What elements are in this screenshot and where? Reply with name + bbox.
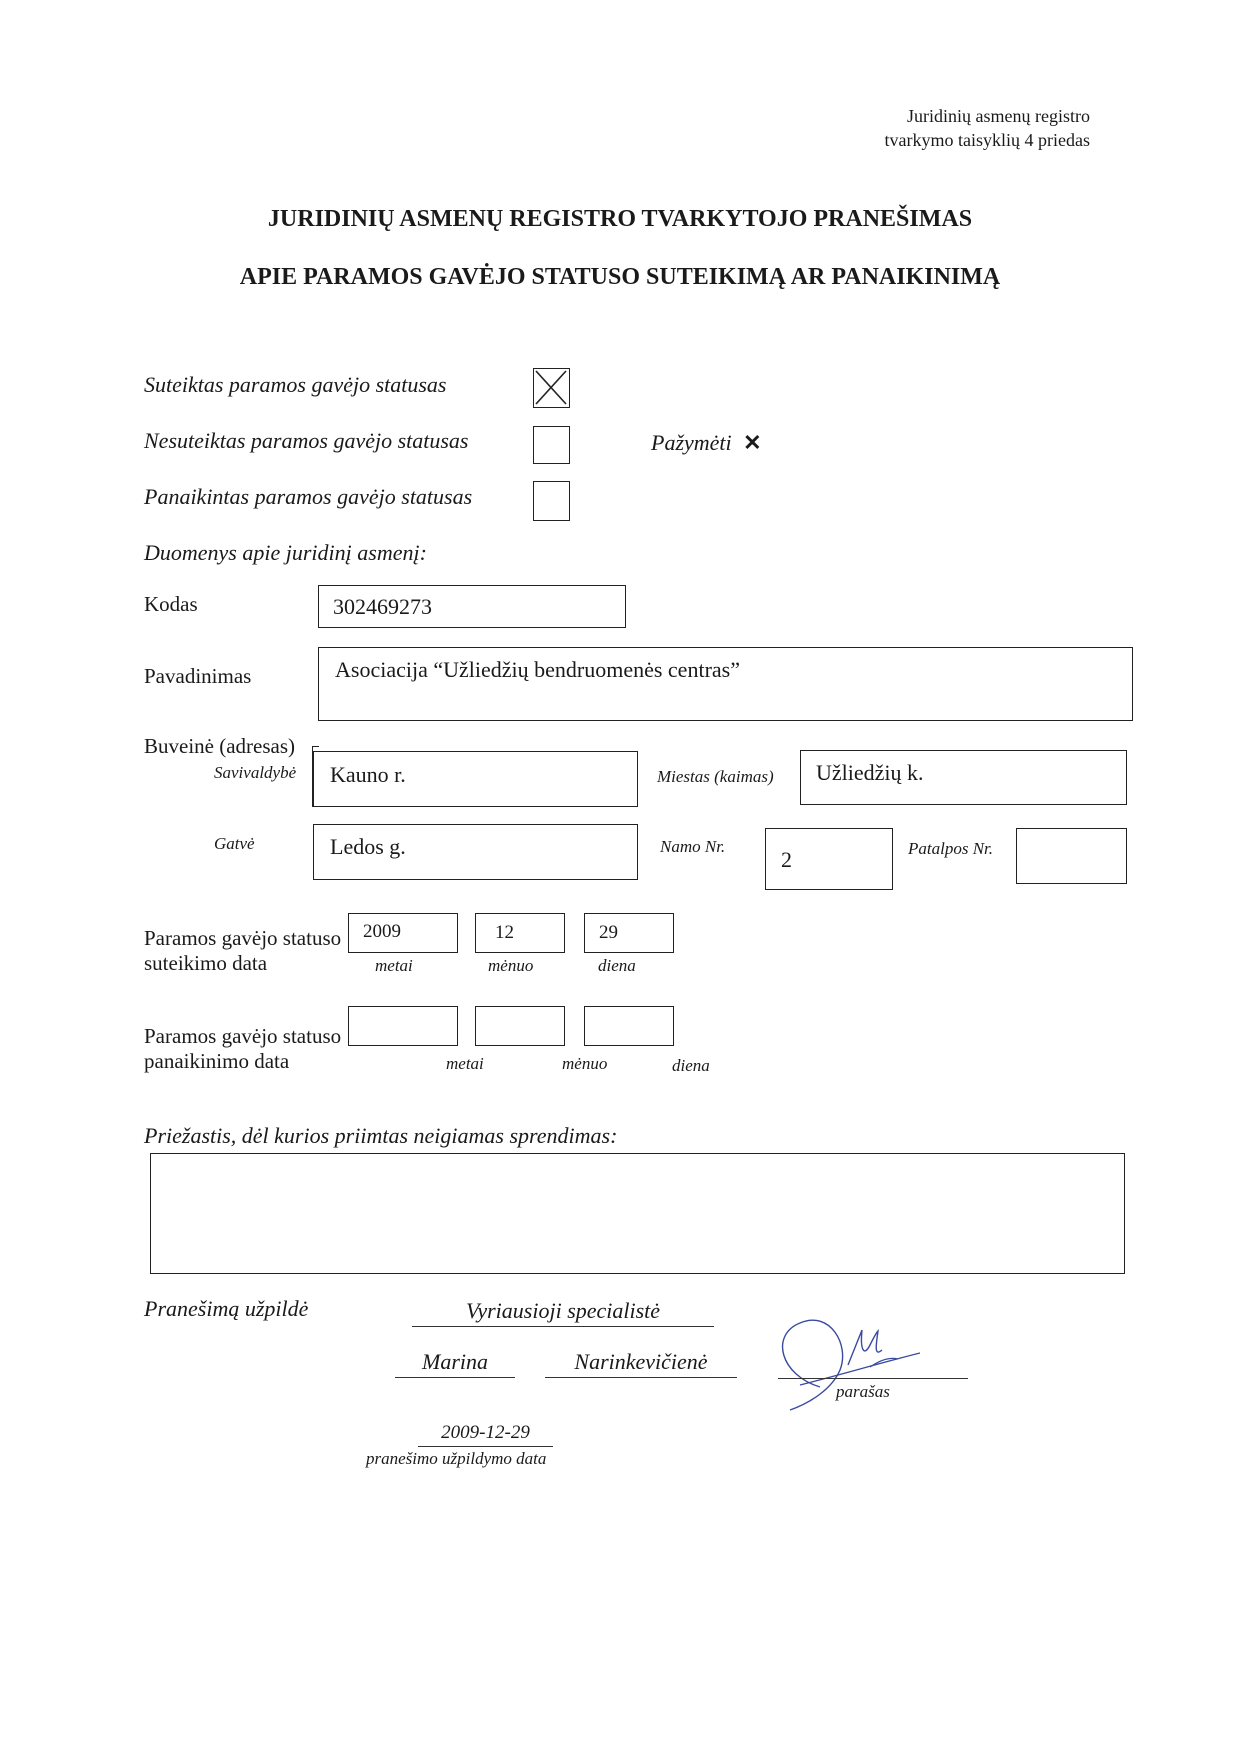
revoke-day-caption: diena — [672, 1056, 710, 1075]
grant-day-field[interactable] — [584, 913, 674, 953]
signature-line — [778, 1378, 968, 1379]
signature-caption: parašas — [836, 1382, 890, 1401]
grant-year-value: 2009 — [363, 921, 401, 942]
municipality-value: Kauno r. — [330, 762, 406, 787]
reason-label: Priežastis, dėl kurios priimtas neigiamas sprendimas: — [144, 1123, 618, 1148]
position-line: Vyriausioji specialistė — [412, 1298, 714, 1327]
grant-day-caption: diena — [598, 956, 636, 975]
grant-date-label — [144, 926, 341, 976]
status-option-granted-checkbox[interactable] — [533, 368, 570, 408]
street-field[interactable] — [313, 824, 638, 880]
form-title-line1: JURIDINIŲ ASMENŲ REGISTRO TVARKYTOJO PRANEŠIMAS — [267, 206, 973, 232]
first-name-line: Marina — [395, 1349, 515, 1378]
address-label: Buveinė (adresas) — [144, 734, 296, 758]
grant-month-value: 12 — [495, 922, 514, 943]
grant-month-field[interactable] — [475, 913, 565, 953]
appendix-note-line2: tvarkymo taisyklių 4 priedas — [884, 130, 1090, 150]
name-value: Asociacija “Užliedžių bendruomenės centras” — [335, 657, 740, 682]
revoke-date-label-line2: panaikinimo data — [144, 1049, 290, 1073]
status-option-revoked-label: Panaikintas paramos gavėjo statusas — [144, 484, 473, 509]
city-label: Miestas (kaimas) — [657, 767, 774, 786]
city-value: Užliedžių k. — [816, 760, 924, 785]
premises-number-label: Patalpos Nr. — [908, 839, 994, 858]
revoke-day-field[interactable] — [584, 1006, 674, 1046]
reason-field[interactable] — [150, 1153, 1125, 1274]
appendix-note-line1: Juridinių asmenų registro — [907, 106, 1090, 126]
revoke-date-label — [144, 1024, 341, 1074]
city-field[interactable] — [800, 750, 1127, 805]
filled-by-label: Pranešimą užpildė — [144, 1296, 309, 1321]
checkbox-check-icon — [534, 369, 568, 406]
form-title-line2: APIE PARAMOS GAVĖJO STATUSO SUTEIKIMĄ AR PANAIKINIMĄ — [239, 264, 1001, 290]
house-number-field[interactable] — [765, 828, 893, 890]
grant-year-caption: metai — [375, 956, 413, 975]
grant-year-field[interactable] — [348, 913, 458, 953]
fill-date-line: 2009-12-29 — [418, 1422, 553, 1447]
house-number-label: Namo Nr. — [660, 837, 726, 856]
premises-number-field[interactable] — [1016, 828, 1127, 884]
grant-month-caption: mėnuo — [488, 956, 534, 975]
code-label: Kodas — [144, 592, 198, 616]
mark-hint-x-icon: ✕ — [743, 430, 762, 455]
revoke-year-field[interactable] — [348, 1006, 458, 1046]
revoke-month-field[interactable] — [475, 1006, 565, 1046]
status-option-revoked-checkbox[interactable] — [533, 481, 570, 521]
last-name-line: Narinkevičienė — [545, 1349, 737, 1378]
grant-day-value: 29 — [599, 922, 618, 943]
status-option-not-granted-checkbox[interactable] — [533, 426, 570, 464]
grant-date-label-line1: Paramos gavėjo statuso — [144, 926, 342, 950]
grant-date-label-line2: suteikimo data — [144, 951, 268, 975]
mark-hint-label — [651, 430, 762, 456]
municipality-label: Savivaldybė — [214, 763, 297, 782]
status-option-granted-label: Suteiktas paramos gavėjo statusas — [144, 372, 447, 397]
street-label: Gatvė — [214, 834, 255, 853]
entity-section-title: Duomenys apie juridinį asmenį: — [144, 540, 427, 565]
appendix-note — [850, 104, 1090, 152]
code-field[interactable] — [318, 585, 626, 628]
status-option-not-granted-label: Nesuteiktas paramos gavėjo statusas — [144, 428, 469, 453]
street-value: Ledos g. — [330, 834, 406, 859]
revoke-date-label-line1: Paramos gavėjo statuso — [144, 1024, 342, 1048]
house-number-value: 2 — [781, 847, 792, 872]
revoke-month-caption: mėnuo — [562, 1054, 608, 1073]
name-label: Pavadinimas — [144, 664, 252, 688]
code-value: 302469273 — [333, 594, 432, 619]
mark-hint-text: Pažymėti — [651, 430, 732, 455]
name-field[interactable] — [318, 647, 1133, 721]
municipality-field[interactable] — [313, 751, 638, 807]
fill-date-caption: pranešimo užpildymo data — [366, 1449, 547, 1468]
revoke-year-caption: metai — [446, 1054, 484, 1073]
